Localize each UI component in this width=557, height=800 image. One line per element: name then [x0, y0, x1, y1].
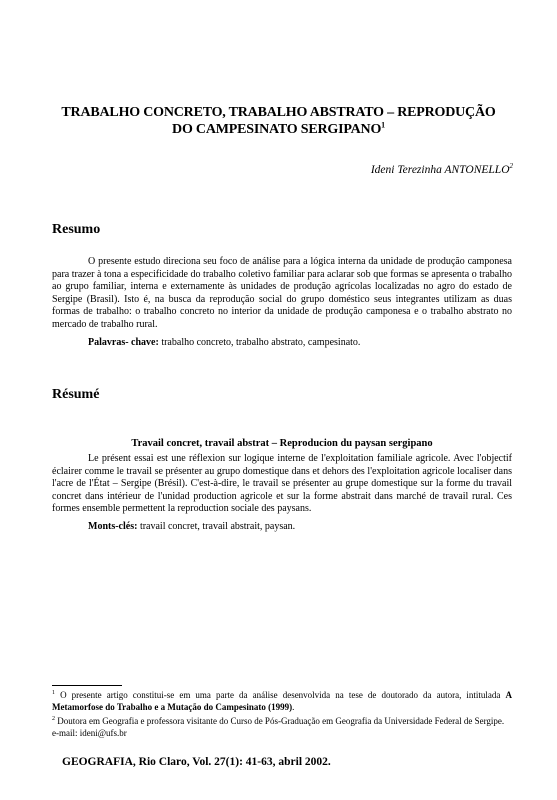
resume-keywords-label: Monts-clés: — [88, 520, 138, 532]
title-line-1: TRABALHO CONCRETO, TRABALHO ABSTRATO – REPRODUÇÃO — [61, 105, 496, 120]
resume-body: Le présent essai est une réflexion sur logique interne de l'exploitation familiale agricole. Avec l'objectif éclairer comme le travail se présenter au grupo domestique dans et dehors des l'exploitation agricole localiser dans l'acre de l'État – Sergipe (Brésil). C'est-à-dire, le travail se présenter au grupe domestique sur la forme du travail concret dans intérieur de l'unidad production agricole et sur la forme abstrait dans marché de travail rural. Ces formes ensemble permettent la reproduction sociale des paysans. — [52, 453, 512, 515]
footnote-2-text: Doutora em Geografia e professora visitante do Curso de Pós-Graduação em Geografia da Universidade Federal de Sergipe. — [57, 716, 505, 726]
paper-title — [40, 104, 517, 138]
resume-subtitle: Travail concret, travail abstrat – Reproducion du paysan sergipano — [131, 438, 433, 449]
footnote-2 — [52, 716, 512, 739]
resume-heading: Résumé — [52, 387, 100, 402]
journal-citation: GEOGRAFIA, Rio Claro, Vol. 27(1): 41-63, abril 2002. — [62, 756, 331, 768]
footnote-1-thesis-title: A Metamorfose do Trabalho e a Mutação do Campesinato (1999) — [52, 690, 512, 712]
resumo-keywords-text: trabalho concreto, trabalho abstrato, campesinato. — [161, 336, 361, 348]
resumo-body: O presente estudo direciona seu foco de análise para a lógica interna da unidade de produção camponesa para trazer à tona a especificidade do trabalho coletivo familiar para aclarar sob que formas se apresenta o trabalho ao grupo familiar, interna e externamente às unidades de produção agrícolas localizadas no agro do estado de Sergipe (Brasil). Isto é, na busca da reprodução social do grupo doméstico seus integrantes utilizam as duas formas de trabalho: o trabalho concreto no interior da unidade de produção camponesa e o trabalho abstrato no mercado de trabalho rural. — [52, 256, 512, 330]
footnote-2-mark: 2 — [52, 716, 55, 722]
resumo-keywords — [52, 337, 512, 350]
author-email[interactable]: e-mail: ideni@ufs.br — [52, 727, 127, 738]
footnote-divider — [52, 685, 122, 686]
author-footnote-mark[interactable]: 2 — [509, 162, 513, 171]
title-footnote-mark[interactable]: 1 — [381, 120, 385, 130]
resumo-section — [52, 256, 512, 349]
footnote-1: $^1$ O presente artigo constitui-se em uma parte da análise desenvolvida na tese de doutorado da autora, intitulada A Metamorfose do Trabalho e a Mutação do Campesinato (1999). — [52, 690, 512, 712]
footnote-1-text: O presente artigo constitui-se em uma parte da análise desenvolvida na tese de doutorado da autora, intitulada — [60, 690, 501, 700]
resume-section — [52, 453, 512, 534]
title-line-2: DO CAMPESINATO SERGIPANO$^1$ — [172, 120, 385, 137]
resume-keywords — [52, 521, 512, 534]
resume-keywords-text: travail concret, travail abstrait, paysan. — [139, 520, 296, 532]
author-name: Ideni Terezinha ANTONELLO$^2$ — [370, 162, 513, 176]
resumo-keywords-label: Palavras- chave: — [88, 336, 159, 348]
footnote-1-mark: 1 — [52, 690, 55, 696]
resumo-heading: Resumo — [52, 222, 101, 237]
